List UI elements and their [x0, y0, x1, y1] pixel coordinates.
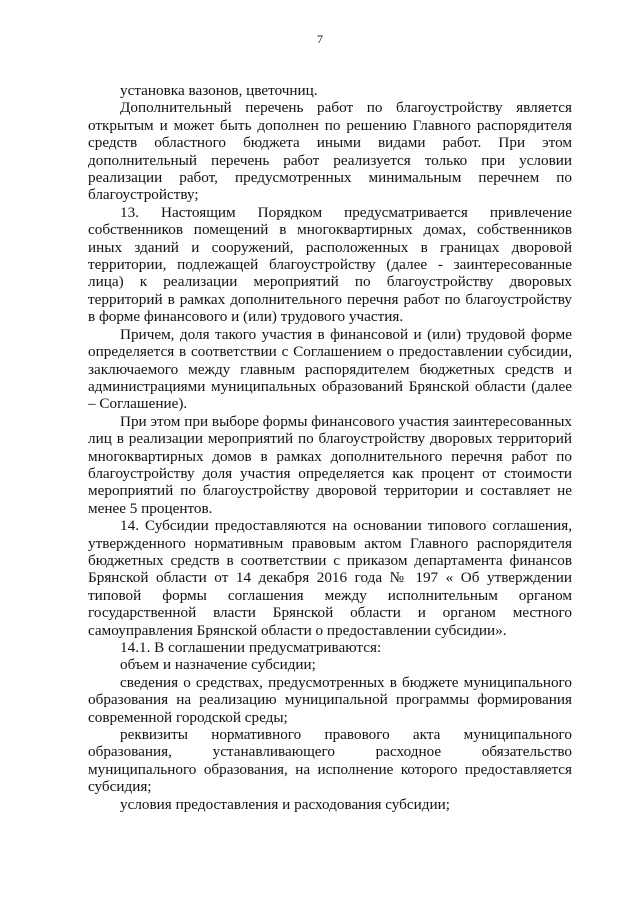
paragraph-14-1: 14.1. В соглашении предусматриваются:: [120, 639, 382, 656]
page-number: 7: [317, 32, 323, 46]
paragraph-14: 14. Субсидии предоставляются на основании типового соглашения, утвержденного нормативным правовым актом Главного распорядителя бюджетных средств в соответствии с приказом департамента финансов Брянской области от 14 декабря 2016 года № 197 « Об утверждении типовой формы соглашения между исполнительным органом государственной власти Брянской области и органом местного самоуправления Брянской области о предоставлении субсидии».: [88, 517, 572, 639]
paragraph-participation-share: Причем, доля такого участия в финансовой и (или) трудовой форме определяется в соответствии с Соглашением о предоставлении субсидии, заключаемого между главным распорядителем бюджетных средств и администрациями муниципальных образований Брянской области (далее – Соглашение).: [88, 325, 572, 413]
paragraph-item-budget-info: сведения о средствах, предусмотренных в бюджете муниципального образования на реализацию муниципальной программы формирования современной городской среды;: [88, 673, 572, 726]
paragraph-item-requisites: реквизиты нормативного правового акта муниципального образования, устанавливающего расходное обязательство муниципального образования, на исполнение которого предоставляется субсидия;: [88, 726, 572, 796]
paragraph-financial-participation: При этом при выборе формы финансового участия заинтересованных лиц в реализации мероприятий по благоустройству дворовых территорий многоквартирных домов в рамках дополнительного перечня работ по благоустройству доля участия определяется как процент от стоимости мероприятий по благоустройству дворовой территории и составляет не менее 5 процентов.: [88, 412, 572, 517]
paragraph-13: 13. Настоящим Порядком предусматривается привлечение собственников помещений в многоквартирных домах, собственников иных зданий и сооружений, расположенных в границах дворовой территории, подлежащей благоустройству (далее - заинтересованные лица) к реализации мероприятий по благоустройству дворовых территорий в рамках дополнительного перечня работ по благоустройству в форме финансового и (или) трудового участия.: [88, 203, 572, 326]
paragraph-additional-list: Дополнительный перечень работ по благоустройству является открытым и может быть дополнен по решению Главного распорядителя средств областного бюджета иными видами работ. При этом дополнительный перечень работ реализуется только при условии реализации работ, предусмотренных минимальным перечнем по благоустройству;: [88, 99, 572, 204]
paragraph-item-volume: объем и назначение субсидии;: [120, 656, 316, 674]
document-body: [88, 82, 572, 813]
paragraph-item-conditions: условия предоставления и расходования субсидии;: [120, 795, 450, 813]
paragraph-intro-line: установка вазонов, цветочниц.: [120, 82, 318, 99]
